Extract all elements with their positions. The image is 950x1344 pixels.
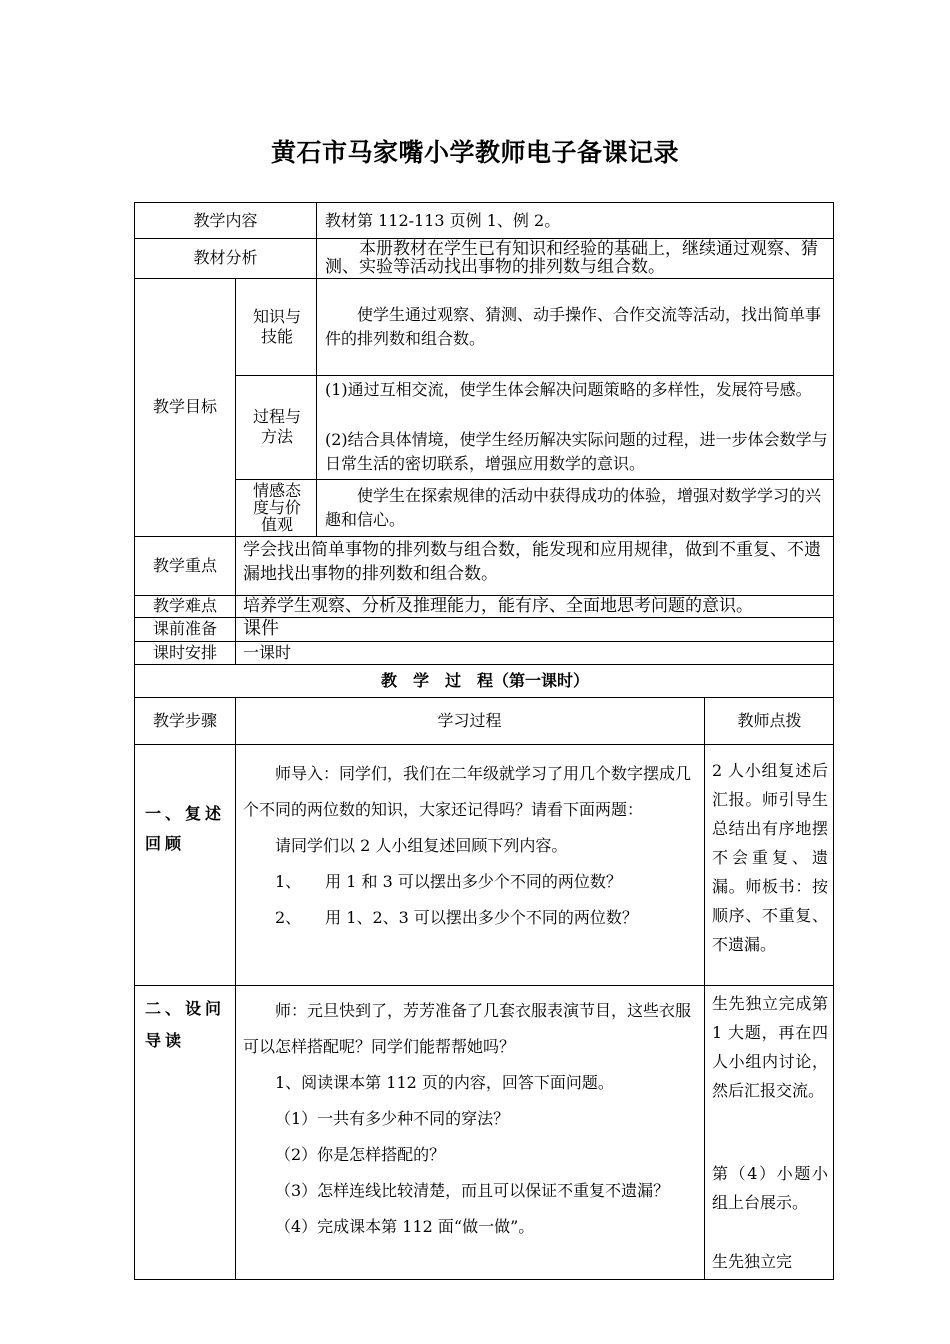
step2-question: （3）怎样连线比较清楚，而且可以保证不重复不遗漏？ (275, 1181, 670, 1200)
step1-name: 一、复述回顾 (145, 804, 226, 853)
knowledge-label: 知识与技能 (252, 306, 301, 346)
col-steps-header: 教学步骤 (152, 710, 217, 730)
col-learning-header: 学习过程 (437, 710, 502, 730)
step1-question: 2、 用 1、2、3 可以摆出多少个不同的两位数？ (275, 908, 638, 927)
difficulty-value: 培养学生观察、分析及推理能力，能有序、全面地思考问题的意识。 (243, 596, 753, 616)
prep-value: 课件 (243, 618, 279, 639)
process-method-value-1: (1)通过互相交流，使学生体会解决问题策略的多样性，发展符号感。 (325, 380, 812, 399)
step1-learning (243, 756, 698, 936)
analysis-label: 教材分析 (193, 248, 258, 267)
difficulty-label: 教学难点 (152, 596, 217, 615)
step1-paragraph: 师导入：同学们，我们在二年级就学习了用几个数字摆成几个不同的两位数的知识，大家还记得吗？请看下面两题： (243, 764, 692, 819)
step2-question: （2）你是怎样搭配的？ (275, 1145, 446, 1164)
process-method-value-2: (2)结合具体情境，使学生经历解决实际问题的过程，进一步体会数学与日常生活的密切联系，增强应用数学的意识。 (325, 430, 828, 473)
step1-teacher-note: 2 人小组复述后汇报。师引导生总结出有序地摆不会重复、遗漏。师板书：按顺序、不重复、不遗漏。 (712, 761, 828, 954)
step2-question: （4）完成课本第 112 面“做一做”。 (275, 1217, 535, 1236)
key-value: 学会找出简单事物的排列数与组合数，能发现和应用规律，做到不重复、不遗漏地找出事物的排列数和组合数。 (243, 540, 821, 584)
col-teacher-header: 教师点拨 (737, 710, 802, 730)
hours-label: 课时安排 (152, 642, 217, 662)
process-method-label: 过程与方法 (252, 407, 301, 446)
step2-learning (243, 993, 698, 1245)
content-label: 教学内容 (193, 210, 258, 230)
emotion-label: 情感态度与价值观 (252, 481, 301, 534)
step2-paragraph: 1、阅读课本第 112 页的内容，回答下面问题。 (275, 1073, 614, 1092)
step2-question: （1）一共有多少种不同的穿法？ (275, 1109, 510, 1128)
step2-name: 二、设问导读 (145, 999, 226, 1050)
step1-paragraph: 请同学们以 2 人小组复述回顾下列内容。 (275, 836, 568, 855)
step2-teacher-note: 第（4）小题小组上台展示。 (712, 1164, 828, 1212)
analysis-value: 本册教材在学生已有知识和经验的基础上，继续通过观察、猜测、实验等活动找出事物的排列数与组合数。 (325, 239, 818, 277)
knowledge-value: 使学生通过观察、猜测、动手操作、合作交流等活动，找出简单事件的排列数和组合数。 (325, 305, 822, 348)
key-label: 教学重点 (152, 555, 217, 575)
process-heading: 教 学 过 程（第一课时） (380, 670, 589, 690)
step2-paragraph: 师：元旦快到了，芳芳准备了几套衣服表演节目，这些衣服可以怎样搭配呢？同学们能帮帮她吗？ (243, 1001, 692, 1056)
step2-teacher-note: 生先独立完成第 1 大题，再在四人小组内讨论，然后汇报交流。 (712, 994, 828, 1100)
lesson-plan-table (134, 202, 834, 1280)
step2-teacher-note: 生先独立完 (712, 1252, 793, 1271)
goals-label: 教学目标 (152, 397, 217, 416)
content-value: 教材第 112-113 页例 1、例 2。 (325, 211, 561, 230)
page-title: 黄石市马家嘴小学教师电子备课记录 (270, 138, 679, 167)
emotion-value: 使学生在探索规律的活动中获得成功的体验，增强对数学学习的兴趣和信心。 (325, 486, 822, 529)
step1-question: 1、 用 1 和 3 可以摆出多少个不同的两位数？ (275, 872, 622, 891)
hours-value: 一课时 (243, 643, 292, 662)
prep-label: 课前准备 (152, 619, 217, 638)
